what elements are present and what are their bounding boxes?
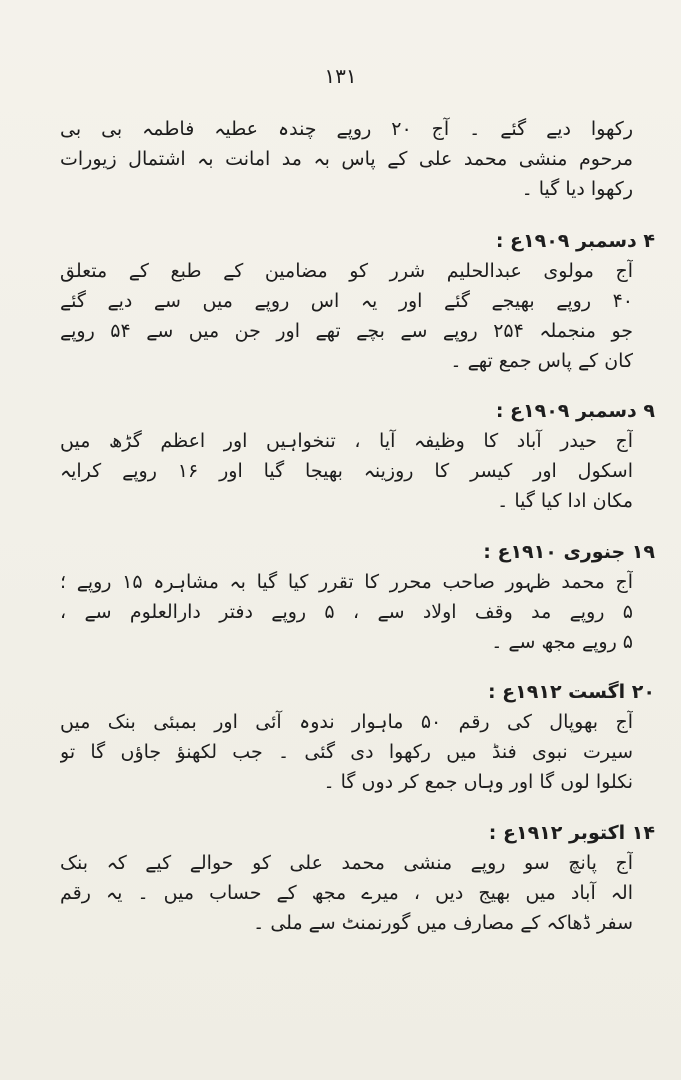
diary-entry	[60, 677, 655, 797]
entry-date: ۱۴ اکتوبر ۱۹۱۲ع :	[488, 822, 655, 844]
intro-paragraph	[60, 114, 633, 204]
text-line: آج محمد ظہور صاحب محرر کا تقرر کیا گیا بہ مشاہرہ ۱۵ روپے ؛	[60, 571, 633, 593]
text-line: ۵ روپے مد وقف اولاد سے ، ۵ روپے دفتر دارالعلوم سے ،	[60, 601, 633, 623]
diary-entry	[60, 537, 655, 657]
entry-date: ۹ دسمبر ۱۹۰۹ع :	[495, 400, 655, 422]
text-line: آج حیدر آباد کا وظیفہ آیا ، تنخواہیں اور اعظم گڑھ میں	[60, 430, 633, 452]
entry-date: ۱۹ جنوری ۱۹۱۰ع :	[483, 541, 655, 563]
text-line: جو منجملہ ۲۵۴ روپے سے بچے تھے اور جن میں سے ۵۴ روپے	[60, 320, 633, 342]
text-line: ۵ روپے مجھ سے ۔	[491, 631, 633, 653]
text-line: الہ آباد میں بھیج دیں ، میرے مجھ کے حساب میں ۔ یہ رقم	[60, 882, 633, 904]
text-line: سیرت نبوی فنڈ میں رکھوا دی گئی ۔ جب لکھنؤ جاؤں گا تو	[60, 741, 633, 763]
entry-date: ۴ دسمبر ۱۹۰۹ع :	[495, 230, 655, 252]
text-line: رکھوا دیے گئے ۔ آج ۲۰ روپے چندہ عطیہ فاطمہ بی بی	[60, 118, 633, 140]
entry-date: ۲۰ اگست ۱۹۱۲ع :	[487, 681, 655, 703]
text-line: آج مولوی عبدالحلیم شرر کو مضامین کے طبع کے متعلق	[60, 260, 633, 282]
text-line: نکلوا لوں گا اور وہاں جمع کر دوں گا ۔	[323, 771, 633, 793]
page-number: ۱۳۱	[324, 64, 357, 88]
text-line: ۴۰ روپے بھیجے گئے اور یہ اس روپے میں سے دیے گئے	[60, 290, 633, 312]
text-line: مکان ادا کیا گیا ۔	[497, 490, 633, 512]
text-line: مرحوم منشی محمد علی کے پاس بہ مد امانت بہ اشتمال زیورات	[60, 148, 633, 170]
diary-entry	[60, 396, 655, 516]
text-line: کان کے پاس جمع تھے ۔	[450, 350, 633, 372]
diary-entry	[60, 818, 655, 938]
text-line: رکھوا دیا گیا ۔	[521, 178, 633, 200]
diary-entry	[60, 226, 655, 376]
text-line: اسکول اور کیسر کا روزینہ بھیجا گیا اور ۱۶ روپے کرایہ	[60, 460, 633, 482]
text-line: آج بھوپال کی رقم ۵۰ ماہوار ندوہ آئی اور بمبئی بنک میں	[60, 711, 633, 733]
text-line: سفر ڈھاکہ کے مصارف میں گورنمنٹ سے ملی ۔	[253, 912, 633, 934]
text-line: آج پانچ سو روپے منشی محمد علی کو حوالے کیے کہ بنک	[60, 852, 633, 874]
